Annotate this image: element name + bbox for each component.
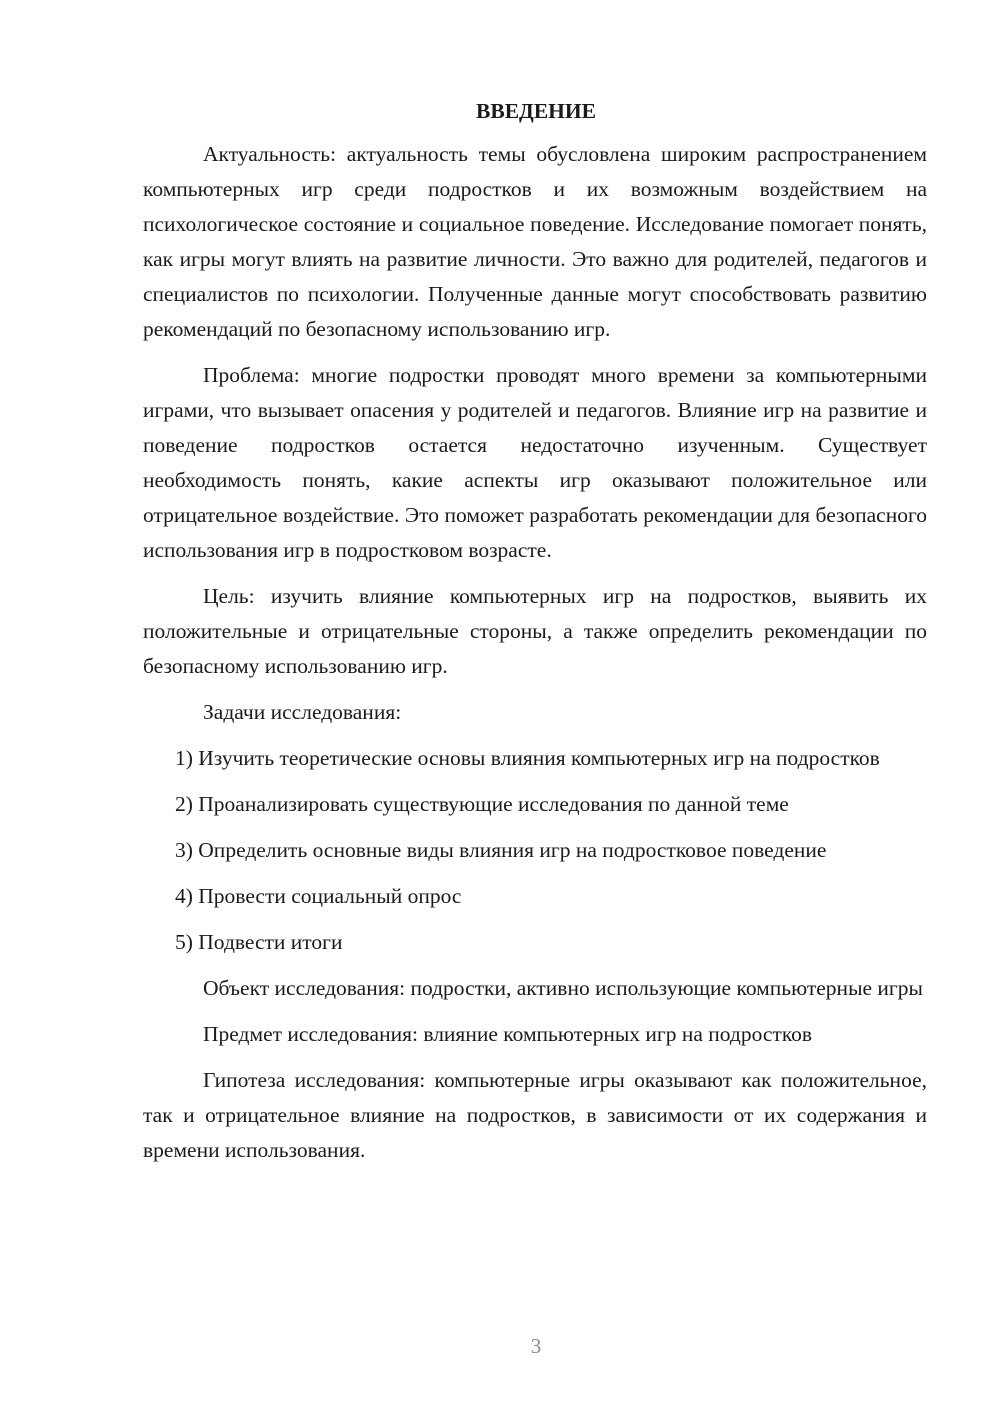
problem-paragraph: Проблема: многие подростки проводят много времени за компьютерными играми, что вызывает опасения у родителей и педагогов. Влияние игр на развитие и поведение подростков остается недостаточно изученным. Существует необходимость понять, какие аспекты игр оказывают положительное или отрицательное воздействие. Это поможет разработать рекомендации для безопасного использования игр в подростковом возрасте. xyxy=(143,363,927,562)
tasks-title: Задачи исследования: xyxy=(203,700,402,724)
object-paragraph: Объект исследования: подростки, активно использующие компьютерные игры xyxy=(203,976,923,1000)
task-item-5: 5) Подвести итоги xyxy=(175,930,343,954)
task-item-2: 2) Проанализировать существующие исследования по данной теме xyxy=(175,792,789,816)
relevance-paragraph: Актуальность: актуальность темы обусловлена широким распространением компьютерных игр среди подростков и их возможным воздействием на психологическое состояние и социальное поведение. Исследование помогает понять, как игры могут влиять на развитие личности. Это важно для родителей, педагогов и специалистов по психологии. Полученные данные могут способствовать развитию рекомендаций по безопасному использованию игр. xyxy=(143,142,927,341)
task-item-4: 4) Провести социальный опрос xyxy=(175,884,462,908)
page-number: 3 xyxy=(530,1334,542,1358)
page-content xyxy=(143,96,927,1179)
hypothesis-paragraph: Гипотеза исследования: компьютерные игры оказывают как положительное, так и отрицательное влияние на подростков, в зависимости от их содержания и времени использования. xyxy=(143,1068,927,1162)
goal-paragraph: Цель: изучить влияние компьютерных игр на подростков, выявить их положительные и отрицательные стороны, а также определить рекомендации по безопасному использованию игр. xyxy=(143,584,927,678)
section-heading: ВВЕДЕНИЕ xyxy=(476,99,596,123)
task-item-3: 3) Определить основные виды влияния игр на подростковое поведение xyxy=(175,838,827,862)
task-item-1: 1) Изучить теоретические основы влияния компьютерных игр на подростков xyxy=(175,746,880,770)
subject-paragraph: Предмет исследования: влияние компьютерных игр на подростков xyxy=(203,1022,813,1046)
